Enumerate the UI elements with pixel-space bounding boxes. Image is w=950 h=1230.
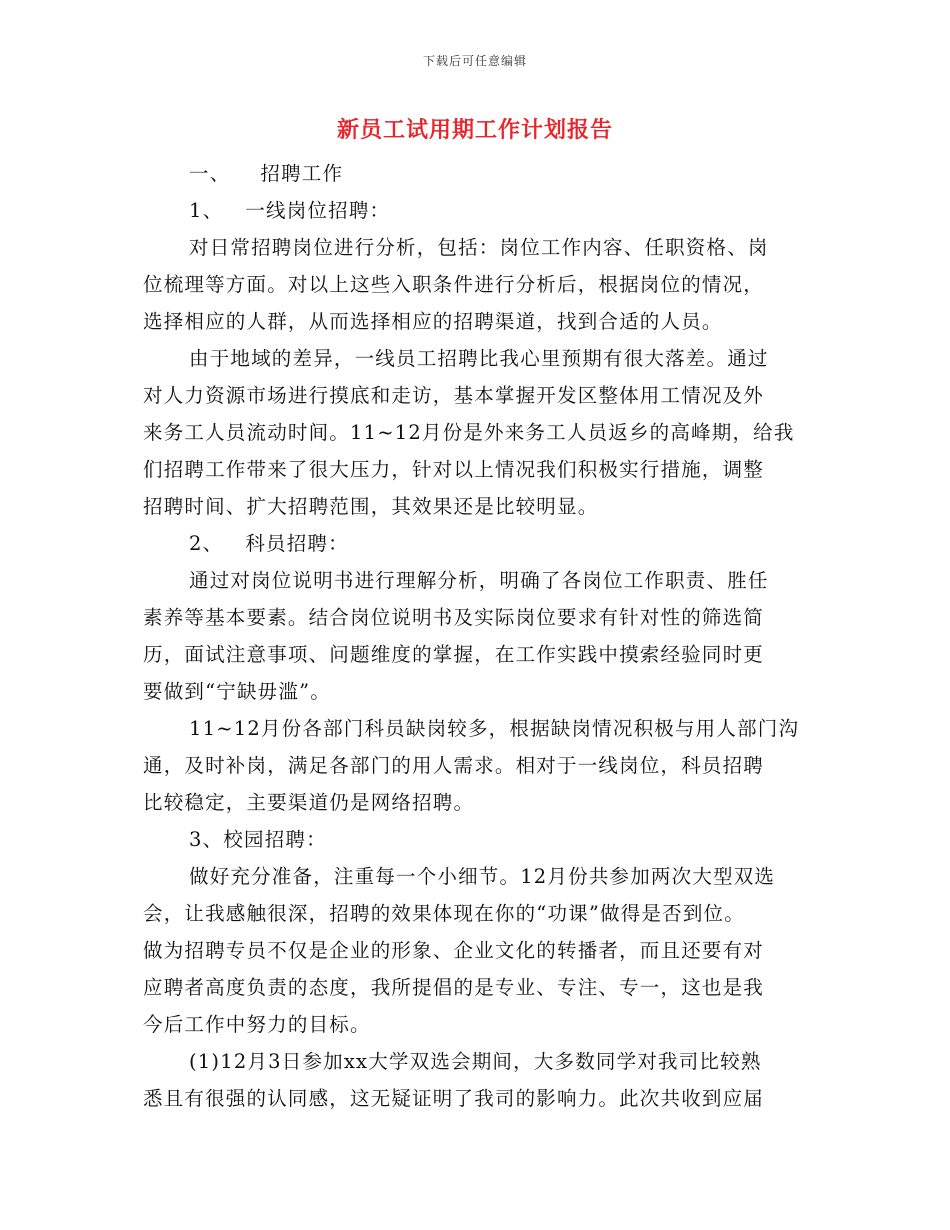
paragraph-line: 会，让我感触很深，招聘的效果体现在你的“功课”做得是否到位。 — [143, 902, 745, 925]
paragraph-line: 比较稳定，主要渠道仍是网络招聘。 — [143, 791, 475, 814]
paragraph-line: 悉且有很强的认同感，这无疑证明了我司的影响力。此次共收到应届 — [143, 1087, 765, 1110]
section-title: 招聘工作 — [260, 162, 344, 185]
paragraph-line: 通过对岗位说明书进行理解分析，明确了各岗位工作职责、胜任 — [189, 569, 769, 592]
paragraph-line: 来务工人员流动时间。11~12月份是外来务工人员返乡的高峰期，给我 — [143, 421, 795, 444]
paragraph-line: 要做到“宁缺毋滥”。 — [143, 680, 331, 703]
paragraph-line: 对人力资源市场进行摸底和走访，基本掌握开发区整体用工情况及外 — [143, 384, 765, 407]
subsection-number: 2、 — [189, 532, 224, 555]
paragraph-line: 做为招聘专员不仅是企业的形象、企业文化的转播者，而且还要有对 — [143, 939, 765, 962]
paragraph-line: 由于地域的差异，一线员工招聘比我心里预期有很大落差。通过 — [189, 347, 769, 370]
document-body — [143, 155, 815, 1117]
subsection-title: 科员招聘： — [245, 532, 349, 555]
paragraph-line: 选择相应的人群，从而选择相应的招聘渠道，找到合适的人员。 — [143, 310, 723, 333]
section-heading-recruitment — [143, 155, 815, 192]
subsection-title: 一线岗位招聘： — [245, 199, 391, 222]
paragraph-line: (1)12月3日参加xx大学双选会期间，大多数同学对我司比较熟 — [189, 1050, 762, 1073]
document-title: 新员工试用期工作计划报告 — [336, 117, 613, 143]
paragraph-line: 通，及时补岗，满足各部门的用人需求。相对于一线岗位，科员招聘 — [143, 754, 765, 777]
paragraph-line: 历，面试注意事项、问题维度的掌握，在工作实践中摸索经验同时更 — [143, 643, 765, 666]
paragraph-line: 今后工作中努力的目标。 — [143, 1013, 371, 1036]
paragraph-line: 做好充分准备，注重每一个小细节。12月份共参加两次大型双选 — [189, 865, 776, 888]
paragraph-line: 11~12月份各部门科员缺岗较多，根据缺岗情况积极与用人部门沟 — [189, 717, 800, 740]
paragraph-line: 们招聘工作带来了很大压力，针对以上情况我们积极实行措施，调整 — [143, 458, 765, 481]
subsection-heading-campus: 3、校园招聘： — [189, 828, 327, 851]
paragraph-line: 应聘者高度负责的态度，我所提倡的是专业、专注、专一，这也是我 — [143, 976, 765, 999]
subsection-number: 1、 — [189, 199, 224, 222]
paragraph-line: 位梳理等方面。对以上这些入职条件进行分析后，根据岗位的情况， — [143, 273, 765, 296]
subsection-heading-frontline — [143, 192, 815, 229]
subsection-heading-staff — [143, 525, 815, 562]
section-number: 一、 — [189, 162, 231, 185]
page-header-note: 下载后可任意编辑 — [422, 54, 527, 68]
paragraph-line: 对日常招聘岗位进行分析，包括：岗位工作内容、任职资格、岗 — [189, 236, 769, 259]
paragraph-line: 招聘时间、扩大招聘范围，其效果还是比较明显。 — [143, 495, 599, 518]
paragraph-line: 素养等基本要素。结合岗位说明书及实际岗位要求有针对性的筛选简 — [143, 606, 765, 629]
